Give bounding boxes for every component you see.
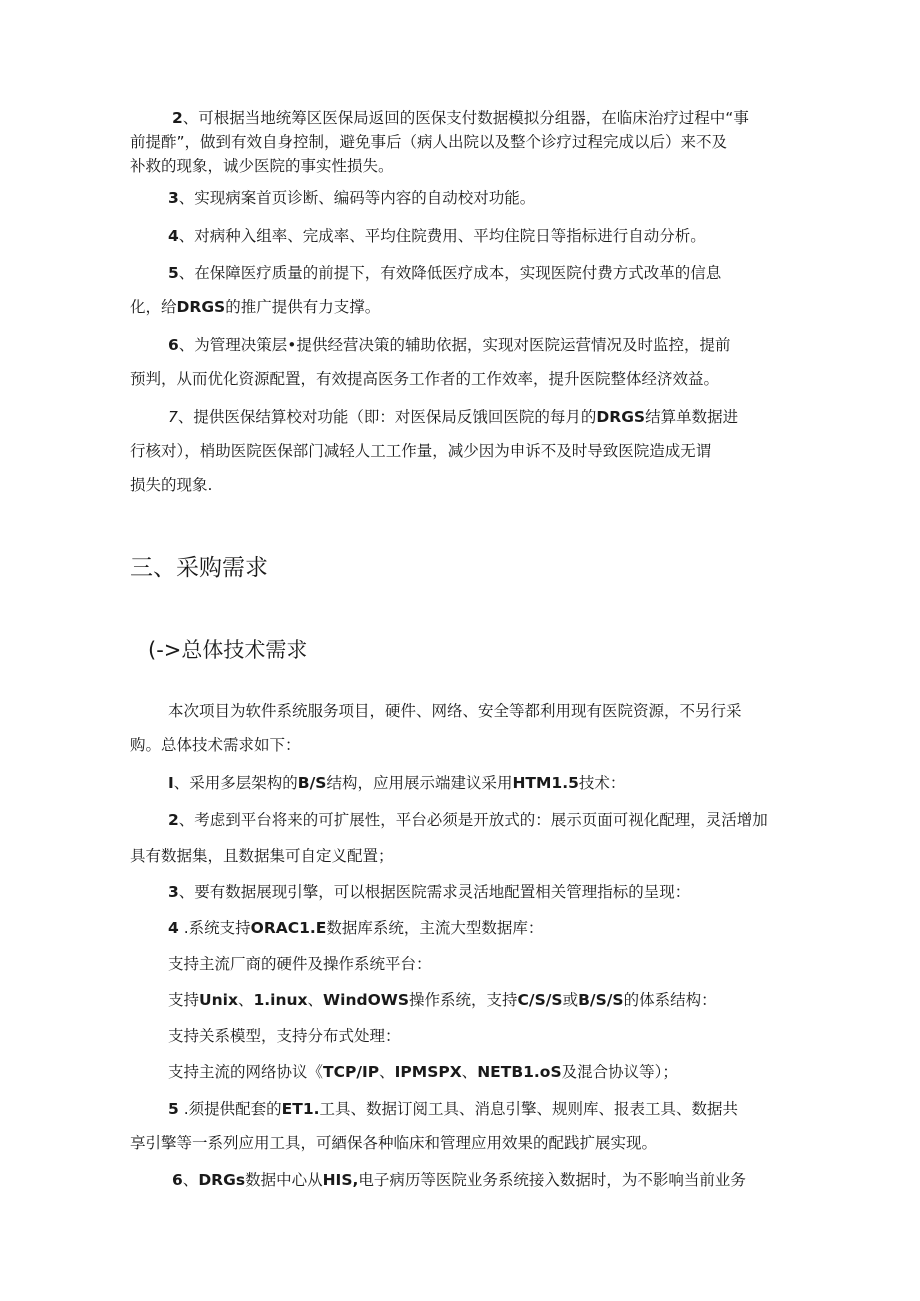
list-item-7: 7、提供医保结算校对功能（即：对医保局反饿回医院的每月的DRGS结算单数据进 行核对），梢助医院医保部门减轻人工工作量，减少因为申诉不及时导致医院造成无谓 损失的现象. [130, 408, 739, 494]
req-sub-1: 支持主流厂商的硬件及操作系统平台： [168, 955, 432, 973]
list-item-5: 5、在保障医疗质量的前提下，有效降低医疗成本，实现医院付费方式改革的信息 化，给DRGS的推广提供有力支撑。 [130, 264, 722, 316]
req-sub-3: 支持关系模型，支持分布式处理： [168, 1027, 401, 1045]
list-item-6: 6、为管理决策层•提供经营决策的辅助依据，实现对医院运营情况及时监控，提前 预判，从而优化资源配置，有效提高医务工作者的工作效率，提升医院整体经济效益。 [130, 336, 731, 388]
list-item-2: 2、可根据当地统筹区医保局返回的医保支付数据模拟分组器，在临床治疗过程中“事 前提酢”，做到有效自身控制，避免事后（病人出院以及整个诊疗过程完成以后）来不及 补救的现象，诚少医院的事实性损失。 [130, 109, 749, 175]
req-item-4: 4 .系统支持ORAC1.E数据库系统，主流大型数据库： [168, 919, 544, 937]
intro-paragraph: 本次项目为软件系统服务项目，硬件、网络、安全等都利用现有医院资源，不另行采 购。总体技术需求如下： [130, 702, 742, 754]
req-item-2: 2、考虑到平台将来的可扩展性，平台必须是开放式的：展示页面可视化配理，灵活增加 具有数据集，且数据集可自定义配置； [130, 811, 768, 865]
section-title: 三、采购需求 [130, 555, 268, 581]
req-item-3: 3、要有数据展现引擎，可以根据医院需求灵活地配置相关管理指标的呈现： [168, 883, 691, 901]
list-item-4: 4、对病种入组率、完成率、平均住院费用、平均住院日等指标进行自动分析。 [168, 227, 706, 245]
req-item-6: 6、DRGs数据中心从HIS,电子病历等医院业务系统接入数据时，为不影响当前业务 [172, 1171, 746, 1189]
req-item-1: I、采用多层架构的B/S结构，应用展示端建议采用HTM1.5技术： [168, 774, 626, 792]
req-sub-4: 支持主流的网络协议《TCP/IP、IPMSPX、NETB1.oS及混合协议等）； [168, 1063, 678, 1081]
subsection-title: (->总体技术需求 [148, 638, 308, 662]
req-item-5: 5 .须提供配套的ET1.工具、数据订阅工具、消息引擎、规则库、报表工具、数据共 享引擎等一系列应用工具，可綇保各种临床和管理应用效果的配践扩展实现。 [130, 1100, 739, 1152]
req-sub-2: 支持Unix、1.inux、WindOWS操作系统，支持C/S/S或B/S/S的体系结构： [168, 991, 717, 1009]
list-item-3: 3、实现病案首页诊断、编码等内容的自动校对功能。 [168, 189, 536, 207]
